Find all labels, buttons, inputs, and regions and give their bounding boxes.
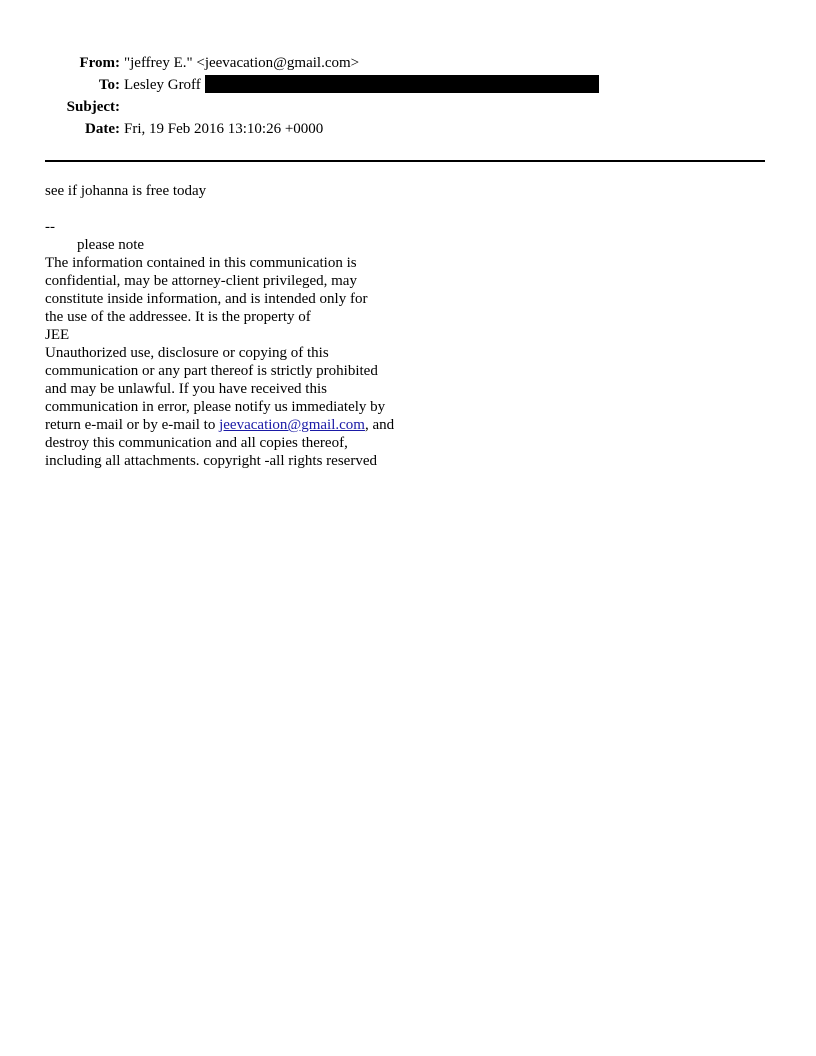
date-row	[0, 119, 816, 141]
to-row	[0, 75, 816, 97]
from-value: "jeffrey E." <jeevacation@gmail.com>	[124, 55, 360, 71]
signature-note: please note	[77, 237, 145, 253]
email-body	[45, 182, 745, 470]
message-text: see if johanna is free today	[45, 183, 207, 199]
disclaimer-line: communication or any part thereof is strictly prohibited	[45, 363, 378, 379]
closing-line: destroy this communication and all copies thereof,	[45, 435, 348, 451]
email-header	[0, 53, 816, 141]
redaction-block	[205, 75, 599, 93]
disclaimer-line: the use of the addressee. It is the property of	[45, 309, 311, 325]
to-label: To:	[98, 77, 120, 93]
subject-label: Subject:	[66, 99, 120, 115]
to-value: Lesley Groff	[124, 77, 201, 93]
date-label: Date:	[85, 121, 120, 137]
to-value-wrap	[124, 75, 599, 95]
disclaimer-line: JEE	[45, 327, 70, 343]
email-link[interactable]: jeevacation@gmail.com	[219, 417, 365, 433]
subject-row	[0, 97, 816, 119]
disclaimer-line: Unauthorized use, disclosure or copying of this	[45, 345, 329, 361]
from-label: From:	[79, 55, 120, 71]
disclaimer-line: The information contained in this communication is	[45, 255, 357, 271]
from-row	[0, 53, 816, 75]
disclaimer-line: communication in error, please notify us immediately by	[45, 399, 386, 415]
date-value: Fri, 19 Feb 2016 13:10:26 +0000	[124, 121, 324, 137]
closing-line: including all attachments. copyright -all rights reserved	[45, 453, 377, 469]
return-prefix: return e-mail or by e-mail to	[45, 417, 220, 433]
disclaimer-line: and may be unlawful. If you have received this	[45, 381, 327, 397]
signature-separator: --	[45, 219, 55, 235]
disclaimer-line: confidential, may be attorney-client privileged, may	[45, 273, 357, 289]
return-line	[45, 416, 745, 434]
disclaimer-line: constitute inside information, and is intended only for	[45, 291, 368, 307]
return-suffix: , and	[364, 417, 395, 433]
header-divider	[45, 160, 765, 162]
